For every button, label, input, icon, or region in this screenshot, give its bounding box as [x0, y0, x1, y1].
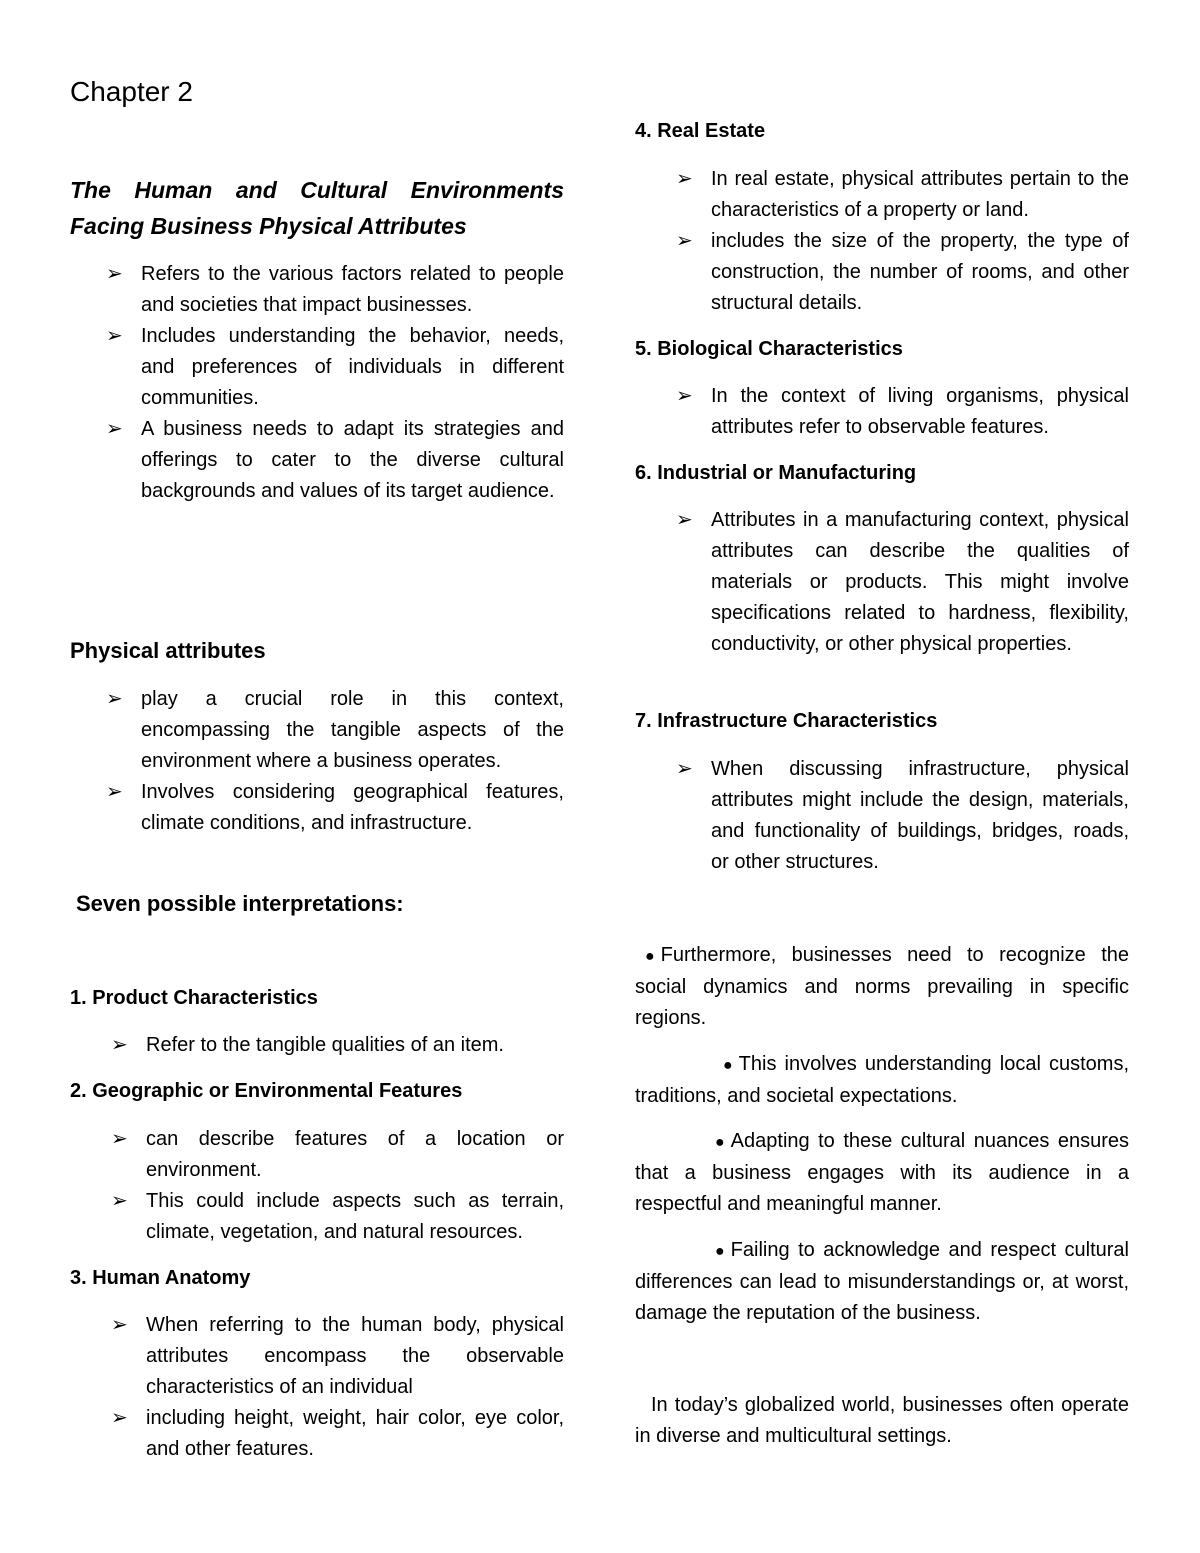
physical-attributes-list [70, 684, 564, 839]
arrow-bullet-icon: ➢ [106, 325, 123, 347]
section-list-anatomy [70, 1310, 564, 1465]
round-bullet-icon: ● [715, 1243, 725, 1260]
bullet-paragraph: ● This involves understanding local customs, traditions, and societal expectations. [635, 1049, 1129, 1112]
bullet-paragraph: ● Failing to acknowledge and respect cultural differences can lead to misunderstandings or, at worst, damage the reputation of the business. [635, 1235, 1129, 1329]
list-item: ➢ can describe features of a location or environment. [70, 1124, 564, 1186]
section-list-geographic [70, 1124, 564, 1248]
arrow-bullet-icon: ➢ [111, 1190, 128, 1212]
section-heading-anatomy: 3. Human Anatomy [70, 1267, 251, 1289]
list-item: ➢ In the context of living organisms, physical attributes refer to observable features. [640, 381, 1129, 443]
list-item: ➢ Attributes in a manufacturing context, physical attributes can describe the qualities of materials or products. This might involve specifications related to hardness, flexibility, conductivity, or other physical properties. [640, 505, 1129, 660]
arrow-bullet-icon: ➢ [106, 418, 123, 440]
list-item: ➢ Refer to the tangible qualities of an item. [70, 1030, 564, 1061]
list-item: ➢ Includes understanding the behavior, needs, and preferences of individuals in different communities. [70, 321, 564, 414]
section-list-real-estate [640, 164, 1129, 319]
arrow-bullet-icon: ➢ [111, 1034, 128, 1056]
bullet-paragraph: ● Furthermore, businesses need to recognize the social dynamics and norms prevailing in specific regions. [635, 940, 1129, 1034]
section-list-industrial [640, 505, 1129, 660]
round-bullet-icon: ● [645, 948, 655, 965]
list-item: ➢ In real estate, physical attributes pertain to the characteristics of a property or land. [640, 164, 1129, 226]
section-heading-geographic: 2. Geographic or Environmental Features [70, 1080, 463, 1102]
arrow-bullet-icon: ➢ [676, 509, 693, 531]
list-item: ➢ includes the size of the property, the type of construction, the number of rooms, and other structural details. [640, 226, 1129, 319]
arrow-bullet-icon: ➢ [676, 168, 693, 190]
arrow-bullet-icon: ➢ [111, 1128, 128, 1150]
section-list-biological [640, 381, 1129, 443]
section-heading-product: 1. Product Characteristics [70, 987, 318, 1009]
section-heading-infrastructure: 7. Infrastructure Characteristics [635, 710, 938, 732]
chapter-title: Chapter 2 [70, 76, 193, 107]
intro-list [70, 259, 564, 507]
arrow-bullet-icon: ➢ [106, 263, 123, 285]
arrow-bullet-icon: ➢ [676, 385, 693, 407]
round-bullet-icon: ● [723, 1057, 733, 1074]
arrow-bullet-icon: ➢ [111, 1407, 128, 1429]
section-heading-industrial: 6. Industrial or Manufacturing [635, 462, 917, 484]
arrow-bullet-icon: ➢ [676, 230, 693, 252]
list-item: ➢ Involves considering geographical features, climate conditions, and infrastructure. [70, 777, 564, 839]
closing-paragraph: In today’s globalized world, businesses often operate in diverse and multicultural settings. [635, 1394, 1129, 1447]
seven-interpretations-heading: Seven possible interpretations: [76, 891, 404, 916]
arrow-bullet-icon: ➢ [676, 758, 693, 780]
arrow-bullet-icon: ➢ [106, 688, 123, 710]
list-item: ➢ A business needs to adapt its strategies and offerings to cater to the diverse cultural backgrounds and values of its target audience. [70, 414, 564, 507]
round-bullet-icon: ● [715, 1134, 725, 1151]
list-item: ➢ When discussing infrastructure, physical attributes might include the design, materials, and functionality of buildings, bridges, roads, or other structures. [640, 754, 1129, 878]
bullet-paragraph: ● Adapting to these cultural nuances ensures that a business engages with its audience in a respectful and meaningful manner. [635, 1126, 1129, 1220]
section-list-product [70, 1030, 564, 1061]
list-item: ➢ Refers to the various factors related to people and societies that impact businesses. [70, 259, 564, 321]
list-item: ➢ play a crucial role in this context, encompassing the tangible aspects of the environment where a business operates. [70, 684, 564, 777]
list-item: ➢ including height, weight, hair color, eye color, and other features. [70, 1403, 564, 1465]
list-item: ➢ When referring to the human body, physical attributes encompass the observable characteristics of an individual [70, 1310, 564, 1403]
arrow-bullet-icon: ➢ [111, 1314, 128, 1336]
section-list-infrastructure [640, 754, 1129, 878]
section-heading-real-estate: 4. Real Estate [635, 120, 766, 142]
main-heading: The Human and Cultural Environments Facing Business Physical Attributes [70, 177, 564, 239]
section-heading-biological: 5. Biological Characteristics [635, 338, 903, 360]
arrow-bullet-icon: ➢ [106, 781, 123, 803]
list-item: ➢ This could include aspects such as terrain, climate, vegetation, and natural resources. [70, 1186, 564, 1248]
physical-attributes-heading: Physical attributes [70, 638, 266, 663]
